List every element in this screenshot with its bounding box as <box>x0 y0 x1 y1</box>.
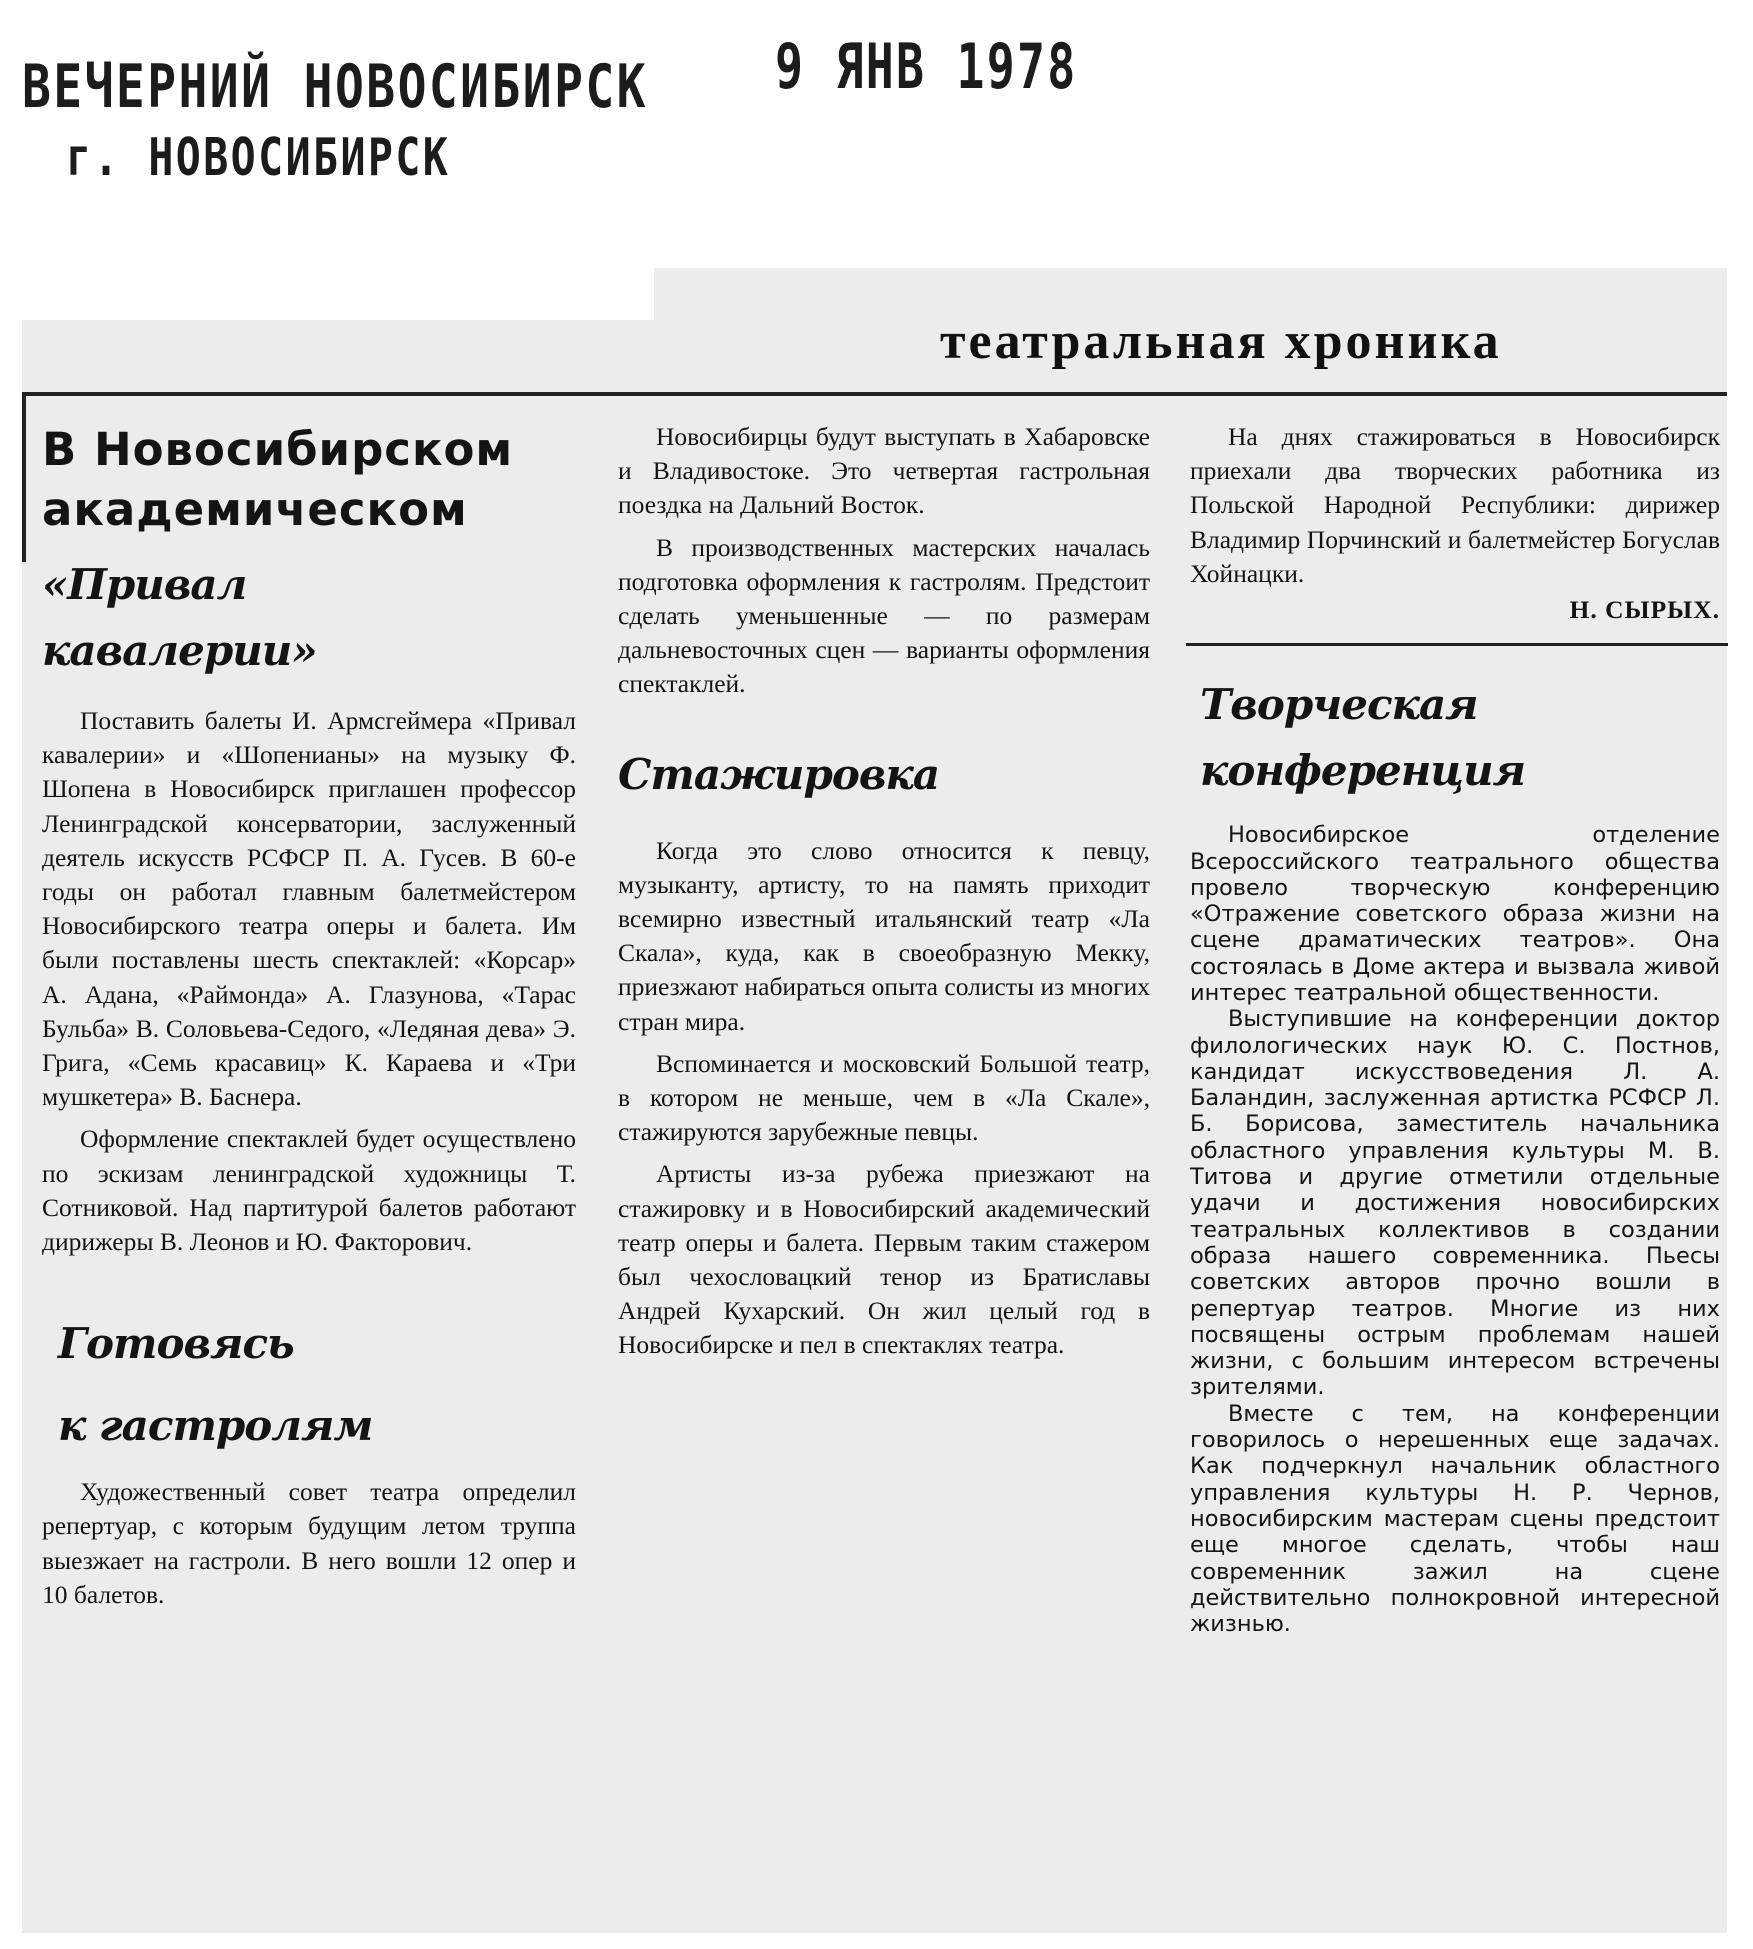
heading-gastroli-line1: Готовясь <box>58 1319 294 1369</box>
column-2 <box>618 420 1150 1363</box>
article-heading-privat <box>42 552 576 684</box>
privat-paragraph-2: Оформление спектаклей будет осуществлено по эскизам ленинградской художницы Т. Сотниковой. Над партитурой балетов работают дирижеры В. Леонов и Ю. Факторович. <box>42 1124 576 1257</box>
gastroli-paragraph-2: Новосибирцы будут выступать в Хабаровске и Владивостоке. Это четвертая гастрольная поездка на Дальний Восток. <box>618 422 1150 520</box>
frame-rule-top <box>22 392 1727 396</box>
publication-stamp-title: ВЕЧЕРНИЙ НОВОСИБИРСК <box>22 52 648 122</box>
column-3 <box>1190 420 1720 1637</box>
publication-stamp-city: г. НОВОСИБИРСК <box>66 128 451 188</box>
konferentsiya-body <box>1190 822 1720 1637</box>
heading-konferentsiya-line1: Творческая <box>1200 680 1478 730</box>
heading-gastroli-line2: к гастролям <box>58 1401 373 1451</box>
konferentsiya-paragraph-3: Вместе с тем, на конференции говорилось о нерешенных еще задачах. Как подчеркнул начальник областного управления культуры Н. Р. Чернов, новосибирским мастерам сцены предстоит еще многое сделать, чтобы наш современник зажил на сцене действительно полнокровной интересной жизнью. <box>1190 1400 1720 1638</box>
author-signature: Н. СЫРЫХ. <box>1569 595 1720 625</box>
column-1 <box>42 420 576 1612</box>
heading-privat-line2: кавалерии» <box>42 626 317 675</box>
column-divider <box>1186 643 1728 646</box>
gastroli-paragraph-1: Художественный совет театра определил репертуар, с которым будущим летом труппа выезжает на гастроли. В него вошли 12 опер и 10 балетов. <box>42 1477 576 1609</box>
publication-stamp-date: 9 ЯНВ 1978 <box>775 30 1078 103</box>
stazhirovka-paragraph-3: Артисты из-за рубежа приезжают на стажировку и в Новосибирский академический театр оперы и балета. Первым таким стажером был чехословацкий тенор из Братиславы Андрей Кухарский. Он жил целый год в Новосибирске и пел в спектаклях театра. <box>618 1159 1150 1360</box>
main-headline-line2: академическом <box>42 483 468 536</box>
stazhirovka-paragraph-2: Вспоминается и московский Большой театр, в котором не меньше, чем в «Ла Скале», стажируются зарубежные певцы. <box>618 1048 1150 1147</box>
article-heading-stazhirovka: Стажировка <box>618 749 940 799</box>
konferentsiya-paragraph-2: Выступившие на конференции доктор филологических наук Ю. С. Постнов, кандидат искусствоведения Л. А. Баландин, заслуженная артистка РСФСР Л. Б. Борисова, заместитель начальника областного управления культуры М. В. Титова и другие отметили отдельные удачи и достижения новосибирских театральных коллективов в создании образа нашего современника. Пьесы советских авторов прочно вошли в репертуар театров. Многие из них посвящены острым проблемам нашей жизни, с большим интересом встречены зрителями. <box>1190 1006 1720 1401</box>
gastroli-paragraph-3: В производственных мастерских началась подготовка оформления к гастролям. Предстоит сделать уменьшенные — по размерам дальневосточных сцен — варианты оформления спектаклей. <box>618 532 1150 699</box>
main-headline <box>42 420 576 540</box>
article-heading-konferentsiya <box>1200 672 1720 804</box>
konferentsiya-paragraph-1: Новосибирское отделение Всероссийского театрального общества провело творческую конференцию «Отражение советского образа жизни на сцене драматических театров». Она состоялась в Доме актера и вызвала живой интерес театральной общественности. <box>1190 822 1720 1006</box>
heading-konferentsiya-line2: конференция <box>1200 746 1526 796</box>
privat-paragraph-1: Поставить балеты И. Армсгеймера «Привал кавалерии» и «Шопенианы» на музыку Ф. Шопена в Новосибирск приглашен профессор Ленинградской консерватории, заслуженный деятель искусств РСФСР П. А. Гусев. В 60-е годы он работал главным балетмейстером Новосибирского театра оперы и балета. Им были поставлены шесть спектаклей: «Корсар» А. Адана, «Раймонда» А. Глазунова, «Тарас Бульба» В. Соловьева-Седого, «Ледяная дева» Э. Грига, «Семь красавиц» К. Караева и «Три мушкетера» В. Баснера. <box>42 706 576 1112</box>
stazhirovka-paragraph-1: Когда это слово относится к певцу, музыканту, артисту, то на память приходит всемирно известный итальянский театр «Ла Скала», куда, как в своеобразную Мекку, приезжают набираться опыта солисты из многих стран мира. <box>618 835 1150 1036</box>
heading-privat-line1: «Привал <box>42 560 247 609</box>
section-rubric: театральная хроника <box>940 313 1502 370</box>
clipping-cut-corner <box>22 268 654 320</box>
main-headline-line1: В Новосибирском <box>42 423 514 476</box>
article-heading-gastroli <box>58 1303 576 1467</box>
frame-rule-left <box>22 392 26 562</box>
stazhirovka-paragraph-4: На днях стажироваться в Новосибирск приехали два творческих работника из Польской Народной Республики: дирижер Владимир Порчинский и балетмейстер Богуслав Хойнацки. <box>1190 422 1720 588</box>
